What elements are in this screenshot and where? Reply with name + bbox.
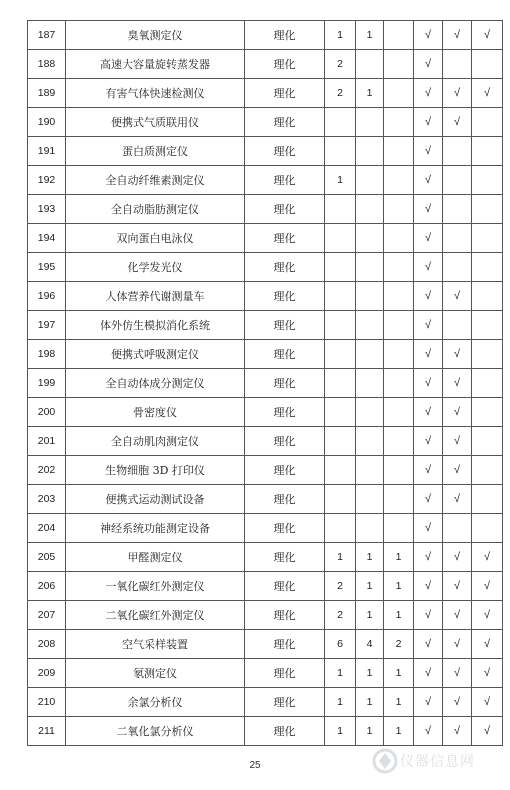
quantity-cell-3 — [384, 485, 414, 514]
quantity-cell-2: 4 — [356, 630, 384, 659]
row-number-cell: 187 — [28, 21, 66, 50]
table-row — [28, 688, 503, 717]
row-number-cell: 196 — [28, 282, 66, 311]
table-row — [28, 456, 503, 485]
quantity-cell-1 — [325, 456, 356, 485]
table-row — [28, 369, 503, 398]
quantity-cell-2: 1 — [356, 717, 384, 746]
table-row — [28, 21, 503, 50]
equipment-name-cell: 便携式呼吸测定仪 — [66, 340, 245, 369]
page-number: 25 — [249, 760, 261, 771]
quantity-cell-3 — [384, 224, 414, 253]
check-cell-1: √ — [414, 427, 443, 456]
table-row — [28, 137, 503, 166]
quantity-cell-1: 1 — [325, 688, 356, 717]
check-cell-1: √ — [414, 311, 443, 340]
category-cell: 理化 — [245, 195, 325, 224]
check-cell-1: √ — [414, 659, 443, 688]
row-number-cell: 204 — [28, 514, 66, 543]
quantity-cell-2 — [356, 224, 384, 253]
quantity-cell-3 — [384, 137, 414, 166]
check-cell-2: √ — [443, 369, 472, 398]
quantity-cell-3 — [384, 282, 414, 311]
check-cell-3 — [472, 369, 503, 398]
quantity-cell-1: 2 — [325, 79, 356, 108]
check-cell-1: √ — [414, 21, 443, 50]
check-cell-2: √ — [443, 601, 472, 630]
check-cell-1: √ — [414, 630, 443, 659]
check-cell-2: √ — [443, 630, 472, 659]
check-cell-2 — [443, 195, 472, 224]
category-cell: 理化 — [245, 659, 325, 688]
equipment-name-cell: 全自动脂肪测定仪 — [66, 195, 245, 224]
check-cell-3 — [472, 108, 503, 137]
row-number-cell: 188 — [28, 50, 66, 79]
quantity-cell-1 — [325, 485, 356, 514]
check-cell-1: √ — [414, 253, 443, 282]
quantity-cell-2 — [356, 282, 384, 311]
category-cell: 理化 — [245, 253, 325, 282]
quantity-cell-2: 1 — [356, 601, 384, 630]
quantity-cell-3: 1 — [384, 572, 414, 601]
row-number-cell: 201 — [28, 427, 66, 456]
check-cell-1: √ — [414, 50, 443, 79]
watermark-text: 仪器信息网 — [400, 754, 475, 770]
quantity-cell-1: 1 — [325, 717, 356, 746]
category-cell: 理化 — [245, 427, 325, 456]
check-cell-3: √ — [472, 717, 503, 746]
check-cell-3 — [472, 514, 503, 543]
watermark-logo-icon — [370, 743, 400, 779]
category-cell: 理化 — [245, 50, 325, 79]
equipment-name-cell: 体外仿生模拟消化系统 — [66, 311, 245, 340]
table-body — [28, 21, 503, 746]
quantity-cell-1 — [325, 311, 356, 340]
quantity-cell-2: 1 — [356, 659, 384, 688]
quantity-cell-2 — [356, 369, 384, 398]
check-cell-1: √ — [414, 543, 443, 572]
check-cell-3 — [472, 485, 503, 514]
category-cell: 理化 — [245, 79, 325, 108]
quantity-cell-1 — [325, 253, 356, 282]
row-number-cell: 206 — [28, 572, 66, 601]
quantity-cell-1: 1 — [325, 166, 356, 195]
quantity-cell-2 — [356, 427, 384, 456]
equipment-name-cell: 甲醛测定仪 — [66, 543, 245, 572]
table-row — [28, 195, 503, 224]
quantity-cell-2 — [356, 456, 384, 485]
check-cell-3: √ — [472, 543, 503, 572]
table-row — [28, 572, 503, 601]
check-cell-1: √ — [414, 79, 443, 108]
category-cell: 理化 — [245, 224, 325, 253]
category-cell: 理化 — [245, 456, 325, 485]
check-cell-2: √ — [443, 21, 472, 50]
table-row — [28, 427, 503, 456]
quantity-cell-3 — [384, 253, 414, 282]
check-cell-1: √ — [414, 369, 443, 398]
check-cell-2: √ — [443, 340, 472, 369]
category-cell: 理化 — [245, 688, 325, 717]
category-cell: 理化 — [245, 543, 325, 572]
equipment-name-cell: 生物细胞 3D 打印仪 — [66, 456, 245, 485]
check-cell-1: √ — [414, 108, 443, 137]
category-cell: 理化 — [245, 137, 325, 166]
row-number-cell: 210 — [28, 688, 66, 717]
equipment-name-cell: 人体营养代谢测量车 — [66, 282, 245, 311]
quantity-cell-3: 1 — [384, 543, 414, 572]
category-cell: 理化 — [245, 340, 325, 369]
quantity-cell-2: 1 — [356, 543, 384, 572]
check-cell-2 — [443, 514, 472, 543]
quantity-cell-3 — [384, 369, 414, 398]
quantity-cell-2 — [356, 485, 384, 514]
check-cell-2 — [443, 224, 472, 253]
equipment-name-cell: 蛋白质测定仪 — [66, 137, 245, 166]
table-row — [28, 659, 503, 688]
check-cell-2: √ — [443, 456, 472, 485]
table-row — [28, 630, 503, 659]
check-cell-2 — [443, 166, 472, 195]
row-number-cell: 195 — [28, 253, 66, 282]
check-cell-2 — [443, 253, 472, 282]
quantity-cell-1 — [325, 340, 356, 369]
quantity-cell-3 — [384, 427, 414, 456]
quantity-cell-3 — [384, 456, 414, 485]
row-number-cell: 200 — [28, 398, 66, 427]
check-cell-2: √ — [443, 282, 472, 311]
row-number-cell: 189 — [28, 79, 66, 108]
check-cell-1: √ — [414, 137, 443, 166]
row-number-cell: 205 — [28, 543, 66, 572]
equipment-name-cell: 余氯分析仪 — [66, 688, 245, 717]
check-cell-3 — [472, 224, 503, 253]
check-cell-3: √ — [472, 79, 503, 108]
quantity-cell-2: 1 — [356, 688, 384, 717]
check-cell-2: √ — [443, 659, 472, 688]
table-row — [28, 108, 503, 137]
check-cell-1: √ — [414, 601, 443, 630]
quantity-cell-2: 1 — [356, 572, 384, 601]
check-cell-1: √ — [414, 398, 443, 427]
check-cell-3 — [472, 50, 503, 79]
check-cell-1: √ — [414, 717, 443, 746]
quantity-cell-1: 6 — [325, 630, 356, 659]
row-number-cell: 191 — [28, 137, 66, 166]
check-cell-3: √ — [472, 21, 503, 50]
equipment-name-cell: 空气采样装置 — [66, 630, 245, 659]
quantity-cell-3: 1 — [384, 688, 414, 717]
table-row — [28, 253, 503, 282]
table-row — [28, 398, 503, 427]
quantity-cell-1: 2 — [325, 572, 356, 601]
check-cell-3 — [472, 166, 503, 195]
check-cell-3 — [472, 311, 503, 340]
category-cell: 理化 — [245, 311, 325, 340]
quantity-cell-3 — [384, 50, 414, 79]
check-cell-2: √ — [443, 543, 472, 572]
check-cell-3 — [472, 282, 503, 311]
check-cell-1: √ — [414, 340, 443, 369]
check-cell-3: √ — [472, 572, 503, 601]
row-number-cell: 209 — [28, 659, 66, 688]
quantity-cell-3 — [384, 79, 414, 108]
quantity-cell-1 — [325, 398, 356, 427]
table-row — [28, 601, 503, 630]
quantity-cell-1 — [325, 195, 356, 224]
row-number-cell: 192 — [28, 166, 66, 195]
equipment-name-cell: 化学发光仪 — [66, 253, 245, 282]
table-row — [28, 224, 503, 253]
quantity-cell-3 — [384, 340, 414, 369]
quantity-cell-1: 1 — [325, 659, 356, 688]
row-number-cell: 193 — [28, 195, 66, 224]
check-cell-2: √ — [443, 108, 472, 137]
quantity-cell-2 — [356, 514, 384, 543]
check-cell-3 — [472, 456, 503, 485]
watermark — [370, 741, 500, 781]
equipment-name-cell: 高速大容量旋转蒸发器 — [66, 50, 245, 79]
check-cell-2 — [443, 50, 472, 79]
category-cell: 理化 — [245, 514, 325, 543]
category-cell: 理化 — [245, 108, 325, 137]
check-cell-3: √ — [472, 630, 503, 659]
quantity-cell-3: 1 — [384, 717, 414, 746]
quantity-cell-2 — [356, 253, 384, 282]
check-cell-1: √ — [414, 485, 443, 514]
category-cell: 理化 — [245, 369, 325, 398]
quantity-cell-3 — [384, 195, 414, 224]
table-row — [28, 50, 503, 79]
category-cell: 理化 — [245, 282, 325, 311]
equipment-name-cell: 二氧化氯分析仪 — [66, 717, 245, 746]
quantity-cell-2: 1 — [356, 79, 384, 108]
quantity-cell-3 — [384, 166, 414, 195]
quantity-cell-1 — [325, 137, 356, 166]
quantity-cell-2 — [356, 166, 384, 195]
quantity-cell-3: 2 — [384, 630, 414, 659]
row-number-cell: 190 — [28, 108, 66, 137]
quantity-cell-3 — [384, 398, 414, 427]
quantity-cell-3: 1 — [384, 659, 414, 688]
quantity-cell-1 — [325, 514, 356, 543]
row-number-cell: 203 — [28, 485, 66, 514]
table-row — [28, 485, 503, 514]
check-cell-2: √ — [443, 717, 472, 746]
check-cell-3 — [472, 340, 503, 369]
row-number-cell: 194 — [28, 224, 66, 253]
quantity-cell-2 — [356, 137, 384, 166]
row-number-cell: 197 — [28, 311, 66, 340]
category-cell: 理化 — [245, 485, 325, 514]
check-cell-2: √ — [443, 79, 472, 108]
check-cell-1: √ — [414, 456, 443, 485]
category-cell: 理化 — [245, 630, 325, 659]
equipment-name-cell: 一氧化碳红外测定仪 — [66, 572, 245, 601]
table-row — [28, 311, 503, 340]
equipment-name-cell: 氡测定仪 — [66, 659, 245, 688]
quantity-cell-2 — [356, 311, 384, 340]
check-cell-1: √ — [414, 195, 443, 224]
quantity-cell-1 — [325, 224, 356, 253]
quantity-cell-2 — [356, 398, 384, 427]
quantity-cell-3: 1 — [384, 601, 414, 630]
quantity-cell-2 — [356, 108, 384, 137]
check-cell-1: √ — [414, 282, 443, 311]
check-cell-1: √ — [414, 514, 443, 543]
table-row — [28, 340, 503, 369]
check-cell-2: √ — [443, 688, 472, 717]
equipment-name-cell: 有害气体快速检测仪 — [66, 79, 245, 108]
category-cell: 理化 — [245, 717, 325, 746]
check-cell-3 — [472, 398, 503, 427]
check-cell-1: √ — [414, 688, 443, 717]
check-cell-2: √ — [443, 427, 472, 456]
equipment-name-cell: 臭氧测定仪 — [66, 21, 245, 50]
equipment-name-cell: 骨密度仪 — [66, 398, 245, 427]
quantity-cell-2 — [356, 340, 384, 369]
quantity-cell-3 — [384, 311, 414, 340]
quantity-cell-1 — [325, 108, 356, 137]
check-cell-3 — [472, 137, 503, 166]
quantity-cell-1: 1 — [325, 543, 356, 572]
category-cell: 理化 — [245, 21, 325, 50]
row-number-cell: 198 — [28, 340, 66, 369]
quantity-cell-1: 1 — [325, 21, 356, 50]
check-cell-1: √ — [414, 572, 443, 601]
check-cell-2: √ — [443, 398, 472, 427]
check-cell-3: √ — [472, 601, 503, 630]
table-row — [28, 282, 503, 311]
table-row — [28, 79, 503, 108]
quantity-cell-3 — [384, 108, 414, 137]
equipment-name-cell: 二氧化碳红外测定仪 — [66, 601, 245, 630]
row-number-cell: 202 — [28, 456, 66, 485]
check-cell-2 — [443, 311, 472, 340]
quantity-cell-3 — [384, 514, 414, 543]
category-cell: 理化 — [245, 601, 325, 630]
quantity-cell-1 — [325, 427, 356, 456]
equipment-name-cell: 双向蛋白电泳仪 — [66, 224, 245, 253]
quantity-cell-1 — [325, 369, 356, 398]
equipment-name-cell: 神经系统功能测定设备 — [66, 514, 245, 543]
row-number-cell: 207 — [28, 601, 66, 630]
category-cell: 理化 — [245, 398, 325, 427]
check-cell-2 — [443, 137, 472, 166]
equipment-name-cell: 便携式运动测试设备 — [66, 485, 245, 514]
check-cell-3 — [472, 195, 503, 224]
check-cell-2: √ — [443, 485, 472, 514]
check-cell-3 — [472, 427, 503, 456]
row-number-cell: 211 — [28, 717, 66, 746]
check-cell-3: √ — [472, 688, 503, 717]
row-number-cell: 208 — [28, 630, 66, 659]
quantity-cell-2 — [356, 50, 384, 79]
equipment-table — [27, 20, 503, 746]
table-row — [28, 543, 503, 572]
quantity-cell-1: 2 — [325, 50, 356, 79]
equipment-name-cell: 全自动纤维素测定仪 — [66, 166, 245, 195]
quantity-cell-2 — [356, 195, 384, 224]
check-cell-1: √ — [414, 224, 443, 253]
check-cell-3: √ — [472, 659, 503, 688]
check-cell-1: √ — [414, 166, 443, 195]
equipment-name-cell: 便携式气质联用仪 — [66, 108, 245, 137]
check-cell-3 — [472, 253, 503, 282]
table-row — [28, 514, 503, 543]
equipment-name-cell: 全自动肌肉测定仪 — [66, 427, 245, 456]
quantity-cell-1: 2 — [325, 601, 356, 630]
equipment-name-cell: 全自动体成分测定仪 — [66, 369, 245, 398]
quantity-cell-1 — [325, 282, 356, 311]
row-number-cell: 199 — [28, 369, 66, 398]
quantity-cell-3 — [384, 21, 414, 50]
quantity-cell-2: 1 — [356, 21, 384, 50]
category-cell: 理化 — [245, 166, 325, 195]
check-cell-2: √ — [443, 572, 472, 601]
category-cell: 理化 — [245, 572, 325, 601]
table-row — [28, 166, 503, 195]
